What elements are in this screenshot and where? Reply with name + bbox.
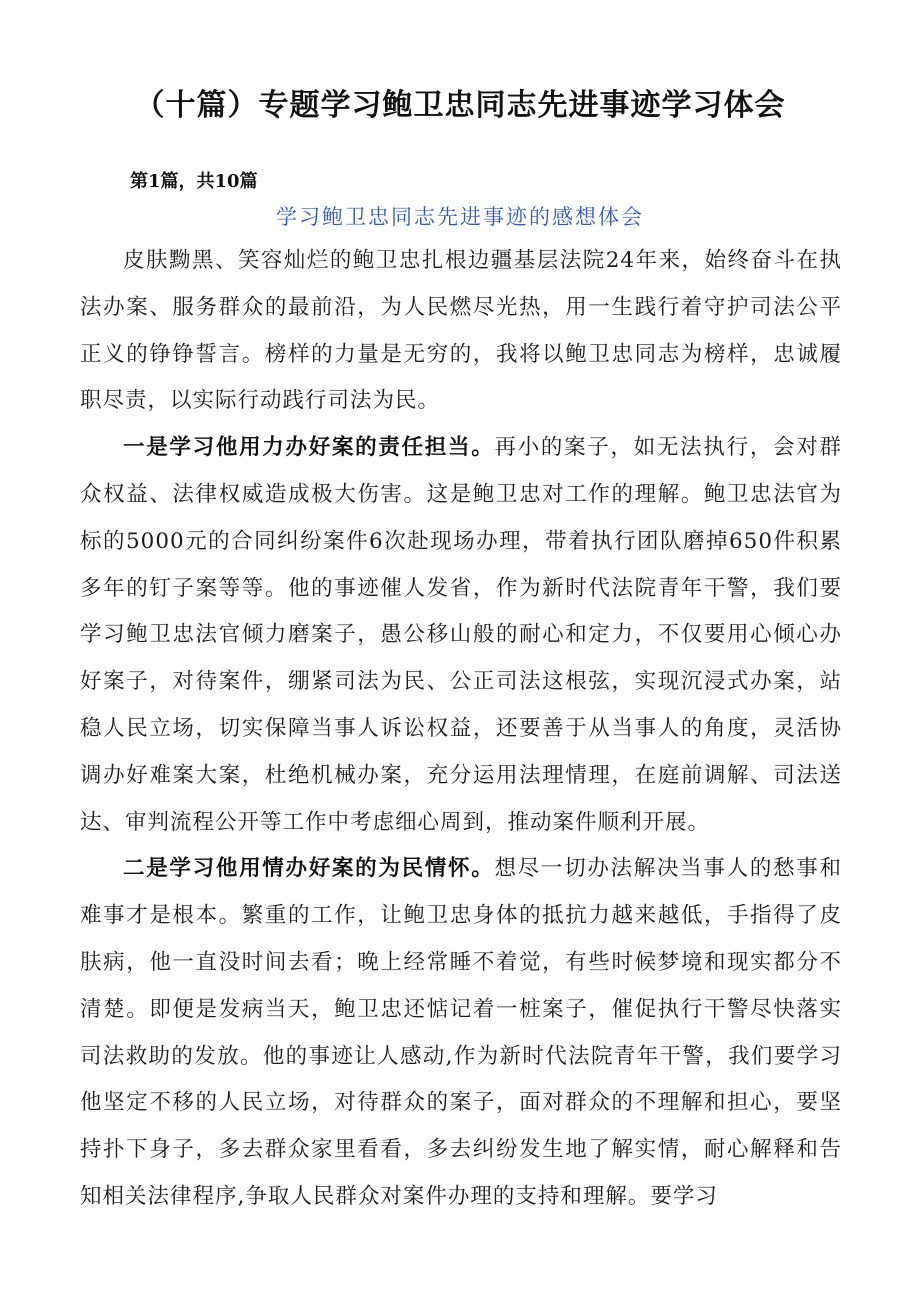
paragraph-point-one-text: 再小的案子，如无法执行，会对群众权益、法律权威造成极大伤害。这是鲍卫忠对工作的理解。鲍卫忠法官为标的5000元的合同纠纷案件6次赴现场办理，带着执行团队磨掉650件积累多年的钉子案等等。他的事迹催人发省，作为新时代法院青年干警，我们要学习鲍卫忠法官倾力磨案子，愚公移山般的耐心和定力，不仅要用心倾心办好案子，对待案件，绷紧司法为民、公正司法这根弦，实现沉浸式办案，站稳人民立场，切实保障当事人诉讼权益，还要善于从当事人的角度，灵活协调办好难案大案，杜绝机械办案，充分运用法理情理，在庭前调解、司法送达、审判流程公开等工作中考虑细心周到，推动案件顺利开展。 (80, 435, 842, 835)
paragraph-point-two-lead: 二是学习他用情办好案的为民情怀。 (123, 856, 495, 882)
document-body (80, 238, 842, 1221)
paragraph-intro (80, 238, 842, 425)
section-title: 学习鲍卫忠同志先进事迹的感想体会 (276, 205, 644, 229)
paragraph-point-two (80, 846, 842, 1220)
paragraph-point-two-text: 想尽一切办法解决当事人的愁事和难事才是根本。繁重的工作，让鲍卫忠身体的抵抗力越来越低，手指得了皮肤病，他一直没时间去看；晚上经常睡不着觉，有些时候梦境和现实都分不清楚。即便是发病当天，鲍卫忠还惦记着一桩案子，催促执行干警尽快落实司法救助的发放。他的事迹让人感动,作为新时代法院青年干警，我们要学习他坚定不移的人民立场，对待群众的案子，面对群众的不理解和担心，要坚持扑下身子，多去群众家里看看，多去纠纷发生地了解实情，耐心解释和告知相关法律程序,争取人民群众对案件办理的支持和理解。要学习 (80, 856, 842, 1209)
paragraph-point-one (80, 425, 842, 846)
paragraph-intro-text: 皮肤黝黑、笑容灿烂的鲍卫忠扎根边疆基层法院24年来，始终奋斗在执法办案、服务群众的最前沿，为人民燃尽光热，用一生践行着守护司法公平正义的铮铮誓言。榜样的力量是无穷的，我将以鲍卫忠同志为榜样，忠诚履职尽责，以实际行动践行司法为民。 (80, 248, 842, 414)
part-indicator: 第1篇，共10篇 (130, 171, 258, 192)
paragraph-point-one-lead: 一是学习他用力办好案的责任担当。 (123, 435, 495, 461)
document-title: （十篇）专题学习鲍卫忠同志先进事迹学习体会 (134, 88, 786, 123)
